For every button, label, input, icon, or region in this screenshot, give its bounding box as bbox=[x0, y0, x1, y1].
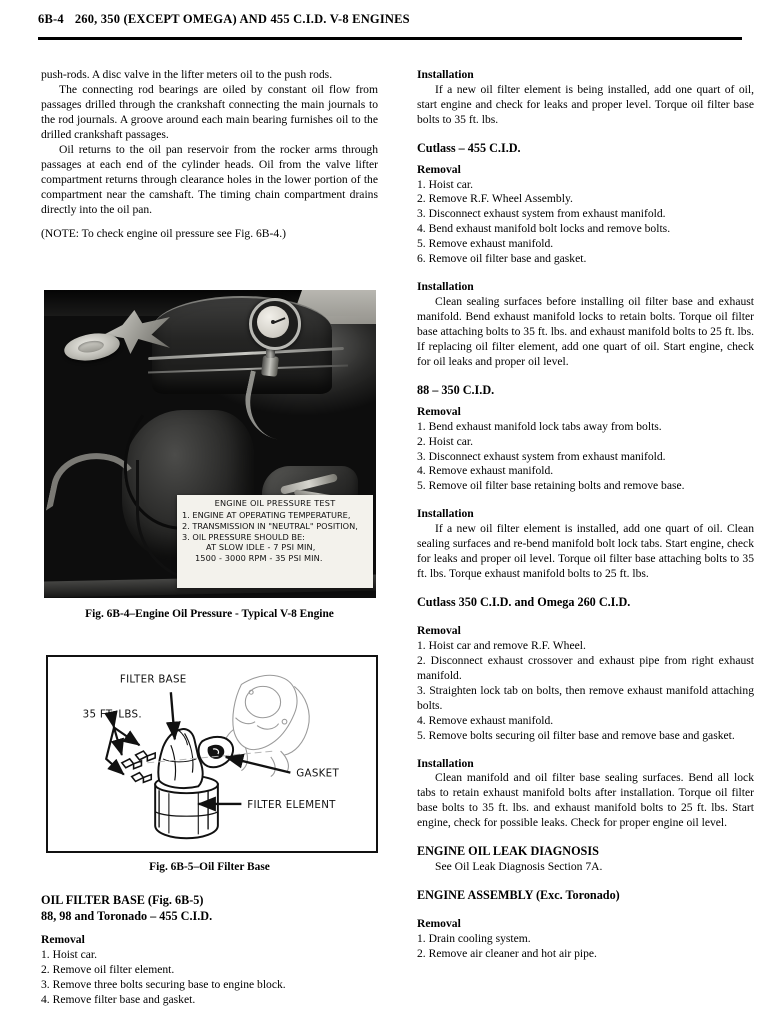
oil-filter-base-diagram bbox=[46, 655, 378, 853]
removal-step: 4. Remove filter base and gasket. bbox=[41, 993, 196, 1007]
left-column bbox=[41, 68, 378, 241]
oil-filter-base-subheading: 88, 98 and Toronado – 455 C.I.D. bbox=[41, 908, 213, 923]
removal-step: 5. Remove oil filter base retaining bolts and remove base. bbox=[417, 479, 685, 493]
installation-text: Clean manifold and oil filter base sealing surfaces. Bend all lock tabs to retain exhaust manifold bolts after installation. Torque oil filter base bolts to 35 ft. lbs. and exhaust manifold bolts to 25 ft. lbs. Start engine, check for possible leaks. Check for proper engine oil level. bbox=[417, 771, 754, 830]
removal-label: Removal bbox=[41, 933, 85, 947]
engine-block-ghost-outline bbox=[223, 675, 309, 776]
placard-sub-item: AT SLOW IDLE - 7 PSI MIN, bbox=[206, 542, 316, 553]
figure-6b-5-caption: Fig. 6B-5–Oil Filter Base bbox=[149, 861, 270, 873]
header-line bbox=[38, 12, 742, 27]
placard-sub-item: 1500 - 3000 RPM - 35 PSI MIN. bbox=[195, 553, 323, 564]
placard-item: 2. TRANSMISSION IN "NEUTRAL" POSITION, bbox=[182, 520, 358, 531]
removal-label: Removal bbox=[417, 623, 461, 637]
installation-label: Installation bbox=[417, 756, 474, 770]
removal-step: 1. Bend exhaust manifold lock tabs away from bolts. bbox=[417, 419, 662, 433]
diagram-label-filter-base: FILTER BASE bbox=[119, 673, 187, 686]
figure-6b-4-caption: Fig. 6B-4–Engine Oil Pressure - Typical V-8 Engine bbox=[85, 608, 334, 620]
installation-label: Installation bbox=[417, 68, 474, 81]
removal-step: 1. Drain cooling system. bbox=[417, 931, 531, 945]
oil-pressure-note: (NOTE: To check engine oil pressure see Fig. 6B-4.) bbox=[41, 226, 286, 240]
removal-step: 3. Remove three bolts securing base to engine block. bbox=[41, 978, 286, 992]
removal-step-list bbox=[417, 178, 754, 268]
removal-step: 4. Bend exhaust manifold bolt locks and remove bolts. bbox=[417, 222, 671, 236]
left-paragraph-3: Oil returns to the oil pan reservoir from the rocker arms through passages at each end of the cylinder heads. Oil from the valve lifter compartment returns through clearance holes in the lower portion of the compartment near the camshaft. The timing chain compartment drains directly into the oil pan. bbox=[41, 142, 378, 216]
header-rule bbox=[38, 37, 742, 40]
placard-title: ENGINE OIL PRESSURE TEST bbox=[214, 498, 336, 508]
removal-step: 2. Remove air cleaner and hot air pipe. bbox=[417, 946, 597, 960]
removal-step: 3. Disconnect exhaust system from exhaust manifold. bbox=[417, 449, 666, 463]
removal-step-list bbox=[417, 932, 754, 962]
removal-step: 5. Remove bolts securing oil filter base and remove base and gasket. bbox=[417, 728, 735, 742]
pressure-gauge bbox=[249, 298, 301, 350]
page-folio: 6B-4 bbox=[38, 12, 64, 26]
placard-item: 3. OIL PRESSURE SHOULD BE: bbox=[182, 531, 305, 542]
removal-step: 1. Hoist car. bbox=[417, 177, 474, 191]
removal-label: Removal bbox=[417, 162, 461, 176]
engine-oil-leak-diagnosis-text: See Oil Leak Diagnosis Section 7A. bbox=[435, 860, 603, 874]
removal-step: 2. Remove R.F. Wheel Assembly. bbox=[417, 192, 573, 206]
engine-assembly-heading: ENGINE ASSEMBLY (Exc. Toronado) bbox=[417, 887, 620, 902]
left-paragraph-1: push-rods. A disc valve in the lifter meters oil to the push rods. bbox=[41, 68, 333, 81]
removal-step: 2. Hoist car. bbox=[417, 434, 474, 448]
removal-step: 3. Straighten lock tab on bolts, then remove exhaust manifold attaching bolts. bbox=[417, 683, 754, 712]
removal-step: 4. Remove exhaust manifold. bbox=[417, 713, 554, 727]
removal-step: 4. Remove exhaust manifold. bbox=[417, 464, 554, 478]
oil-pressure-test-placard bbox=[177, 495, 373, 588]
installation-text: If a new oil filter element is installed, add one quart of oil. Clean sealing surfaces and re-bend manifold bolt lock tabs. Start engine, check for leaks and proper oil level. Torque oil filter base attaching bolts to 35 ft. lbs. Torque exhaust manifold bolts to 25 ft. lbs. bbox=[417, 522, 754, 581]
oil-filter-base-heading: OIL FILTER BASE (Fig. 6B-5) bbox=[41, 893, 204, 907]
removal-label: Removal bbox=[417, 916, 461, 930]
page-title: 260, 350 (EXCEPT OMEGA) AND 455 C.I.D. V-8 ENGINES bbox=[74, 12, 410, 26]
placard-item-list bbox=[182, 510, 368, 564]
removal-step: 2. Remove oil filter element. bbox=[41, 963, 175, 977]
engine-oil-pressure-photo bbox=[44, 290, 376, 598]
placard-item: 1. ENGINE AT OPERATING TEMPERATURE, bbox=[182, 510, 351, 520]
removal-step-list bbox=[417, 639, 754, 744]
installation-label: Installation bbox=[417, 280, 474, 294]
gasket-shape bbox=[199, 737, 233, 767]
removal-step: 5. Remove exhaust manifold. bbox=[417, 237, 554, 251]
left-paragraph-2: The connecting rod bearings are oiled by constant oil flow from passages drilled through the crankshaft connecting the main journals to the rod journals. A groove around each main bearing furnishes oil to the drilled crankshaft passages. bbox=[41, 82, 378, 141]
pressure-gauge-face bbox=[257, 306, 289, 338]
diagram-label-torque: 35 FT. LBS. bbox=[82, 708, 142, 721]
right-column bbox=[417, 68, 754, 962]
bolt-shapes bbox=[122, 751, 155, 782]
radiator-cap-inner bbox=[77, 339, 104, 354]
removal-step: 3. Disconnect exhaust system from exhaust manifold. bbox=[417, 207, 666, 221]
pressure-gauge-hub bbox=[271, 320, 275, 324]
diagram-label-filter-element: FILTER ELEMENT bbox=[247, 798, 336, 811]
gauge-fitting bbox=[261, 355, 279, 377]
installation-label: Installation bbox=[417, 507, 474, 521]
removal-step-list bbox=[41, 948, 378, 1008]
removal-label: Removal bbox=[417, 404, 461, 418]
engine-oil-leak-diagnosis-heading: ENGINE OIL LEAK DIAGNOSIS bbox=[417, 844, 599, 859]
page-header bbox=[38, 12, 742, 27]
removal-step: 2. Disconnect exhaust crossover and exhaust pipe from right exhaust manifold. bbox=[417, 653, 754, 682]
removal-step-list bbox=[417, 420, 754, 495]
oil-filter-base-section bbox=[41, 893, 378, 1008]
installation-text: If a new oil filter element is being installed, add one quart of oil, start engine and check for leaks and proper level. Torque oil filter base bolts to 35 ft. lbs. bbox=[417, 82, 754, 126]
cutlass-455-heading: Cutlass – 455 C.I.D. bbox=[417, 140, 521, 155]
diagram-label-gasket: GASKET bbox=[296, 767, 340, 780]
removal-step: 1. Hoist car and remove R.F. Wheel. bbox=[417, 638, 586, 652]
installation-text: Clean sealing surfaces before installing oil filter base and exhaust manifold. Bend exhaust manifold locks to retain bolts. Torque oil filter base attaching bolts to 35 ft. lbs. and exhaust manifold bolts to 25 ft. lbs. If replacing oil filter element, add one quart of oil. Start engine, check for oil leaks and proper oil level. bbox=[417, 295, 754, 368]
removal-step: 1. Hoist car. bbox=[41, 948, 98, 962]
cutlass-350-omega-260-heading: Cutlass 350 C.I.D. and Omega 260 C.I.D. bbox=[417, 595, 631, 610]
removal-step: 6. Remove oil filter base and gasket. bbox=[417, 252, 587, 266]
88-350-heading: 88 – 350 C.I.D. bbox=[417, 382, 495, 397]
